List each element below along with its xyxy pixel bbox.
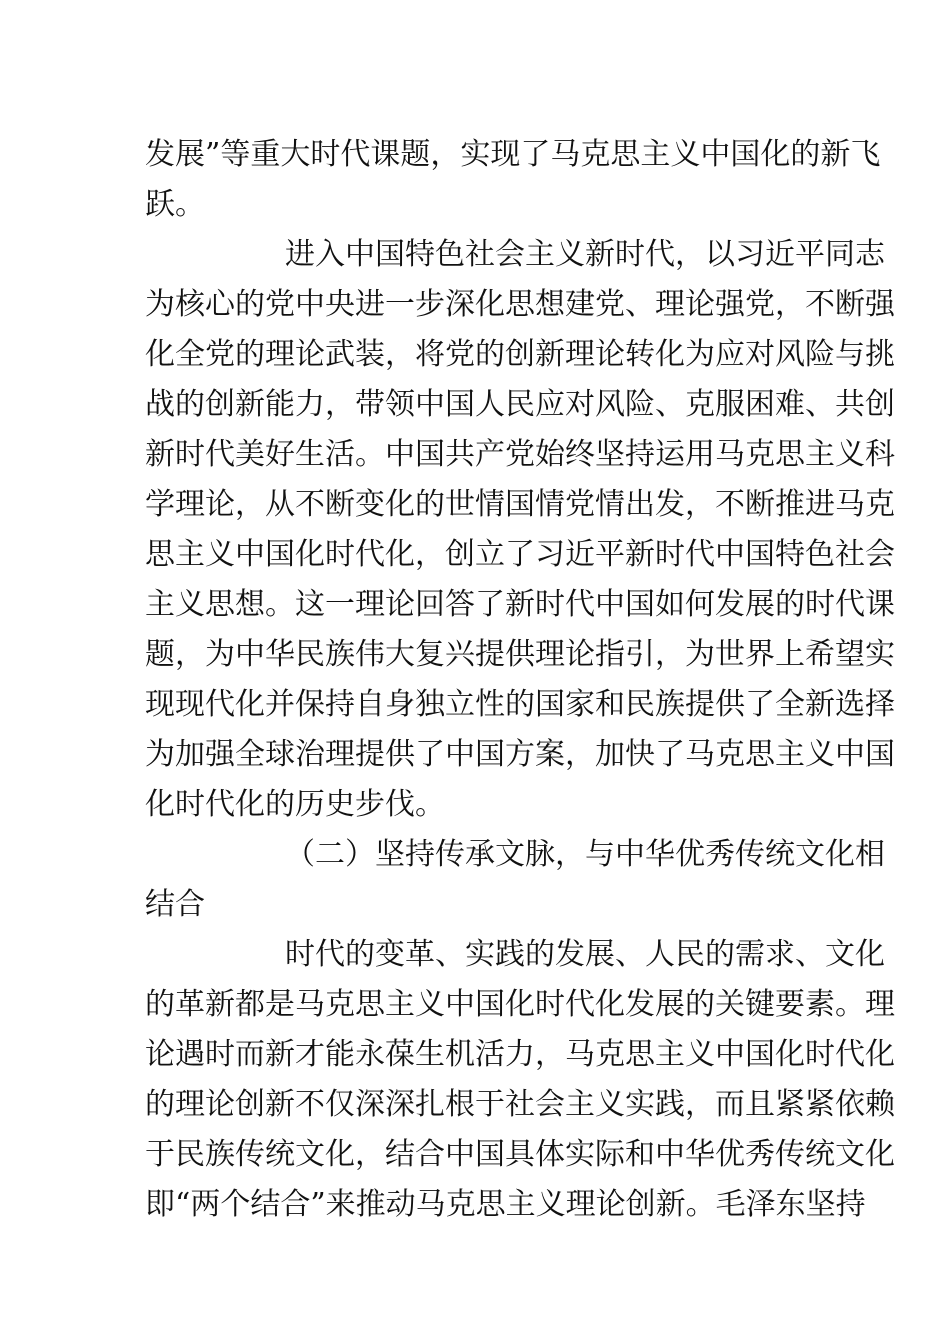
text-line: 论遇时而新才能永葆生机活力，马克思主义中国化时代化 — [145, 1037, 895, 1072]
section-heading-line: 结合 — [145, 887, 205, 922]
text-line: 发展”等重大时代课题，实现了马克思主义中国化的新飞 — [145, 137, 881, 172]
text-line: 战的创新能力，带领中国人民应对风险、克服困难、共创 — [145, 387, 895, 422]
text-line: 于民族传统文化，结合中国具体实际和中华优秀传统文化 — [145, 1137, 895, 1172]
text-line: 主义思想。这一理论回答了新时代中国如何发展的时代课 — [145, 587, 895, 622]
text-line: 为核心的党中央进一步深化思想建党、理论强党，不断强 — [145, 287, 895, 322]
text-line: 新时代美好生活。中国共产党始终坚持运用马克思主义科 — [145, 437, 895, 472]
paragraph-start-line: 时代的变革、实践的发展、人民的需求、文化 — [285, 937, 885, 972]
text-line: 题，为中华民族伟大复兴提供理论指引，为世界上希望实 — [145, 637, 895, 672]
text-line: 化全党的理论武装，将党的创新理论转化为应对风险与挑 — [145, 337, 895, 372]
text-line: 的革新都是马克思主义中国化时代化发展的关键要素。理 — [145, 987, 895, 1022]
text-line: 即“两个结合”来推动马克思主义理论创新。毛泽东坚持 — [145, 1187, 866, 1222]
text-line: 思主义中国化时代化，创立了习近平新时代中国特色社会 — [145, 537, 895, 572]
text-line: 化时代化的历史步伐。 — [145, 787, 445, 822]
text-line: 学理论，从不断变化的世情国情党情出发，不断推进马克 — [145, 487, 895, 522]
text-line: 跃。 — [145, 187, 205, 222]
text-line: 为加强全球治理提供了中国方案，加快了马克思主义中国 — [145, 737, 895, 772]
section-heading-line: （二）坚持传承文脉，与中华优秀传统文化相 — [285, 837, 885, 872]
paragraph-start-line: 进入中国特色社会主义新时代，以习近平同志 — [285, 237, 885, 272]
text-line: 现现代化并保持自身独立性的国家和民族提供了全新选择 — [145, 687, 895, 722]
text-line: 的理论创新不仅深深扎根于社会主义实践，而且紧紧依赖 — [145, 1087, 895, 1122]
